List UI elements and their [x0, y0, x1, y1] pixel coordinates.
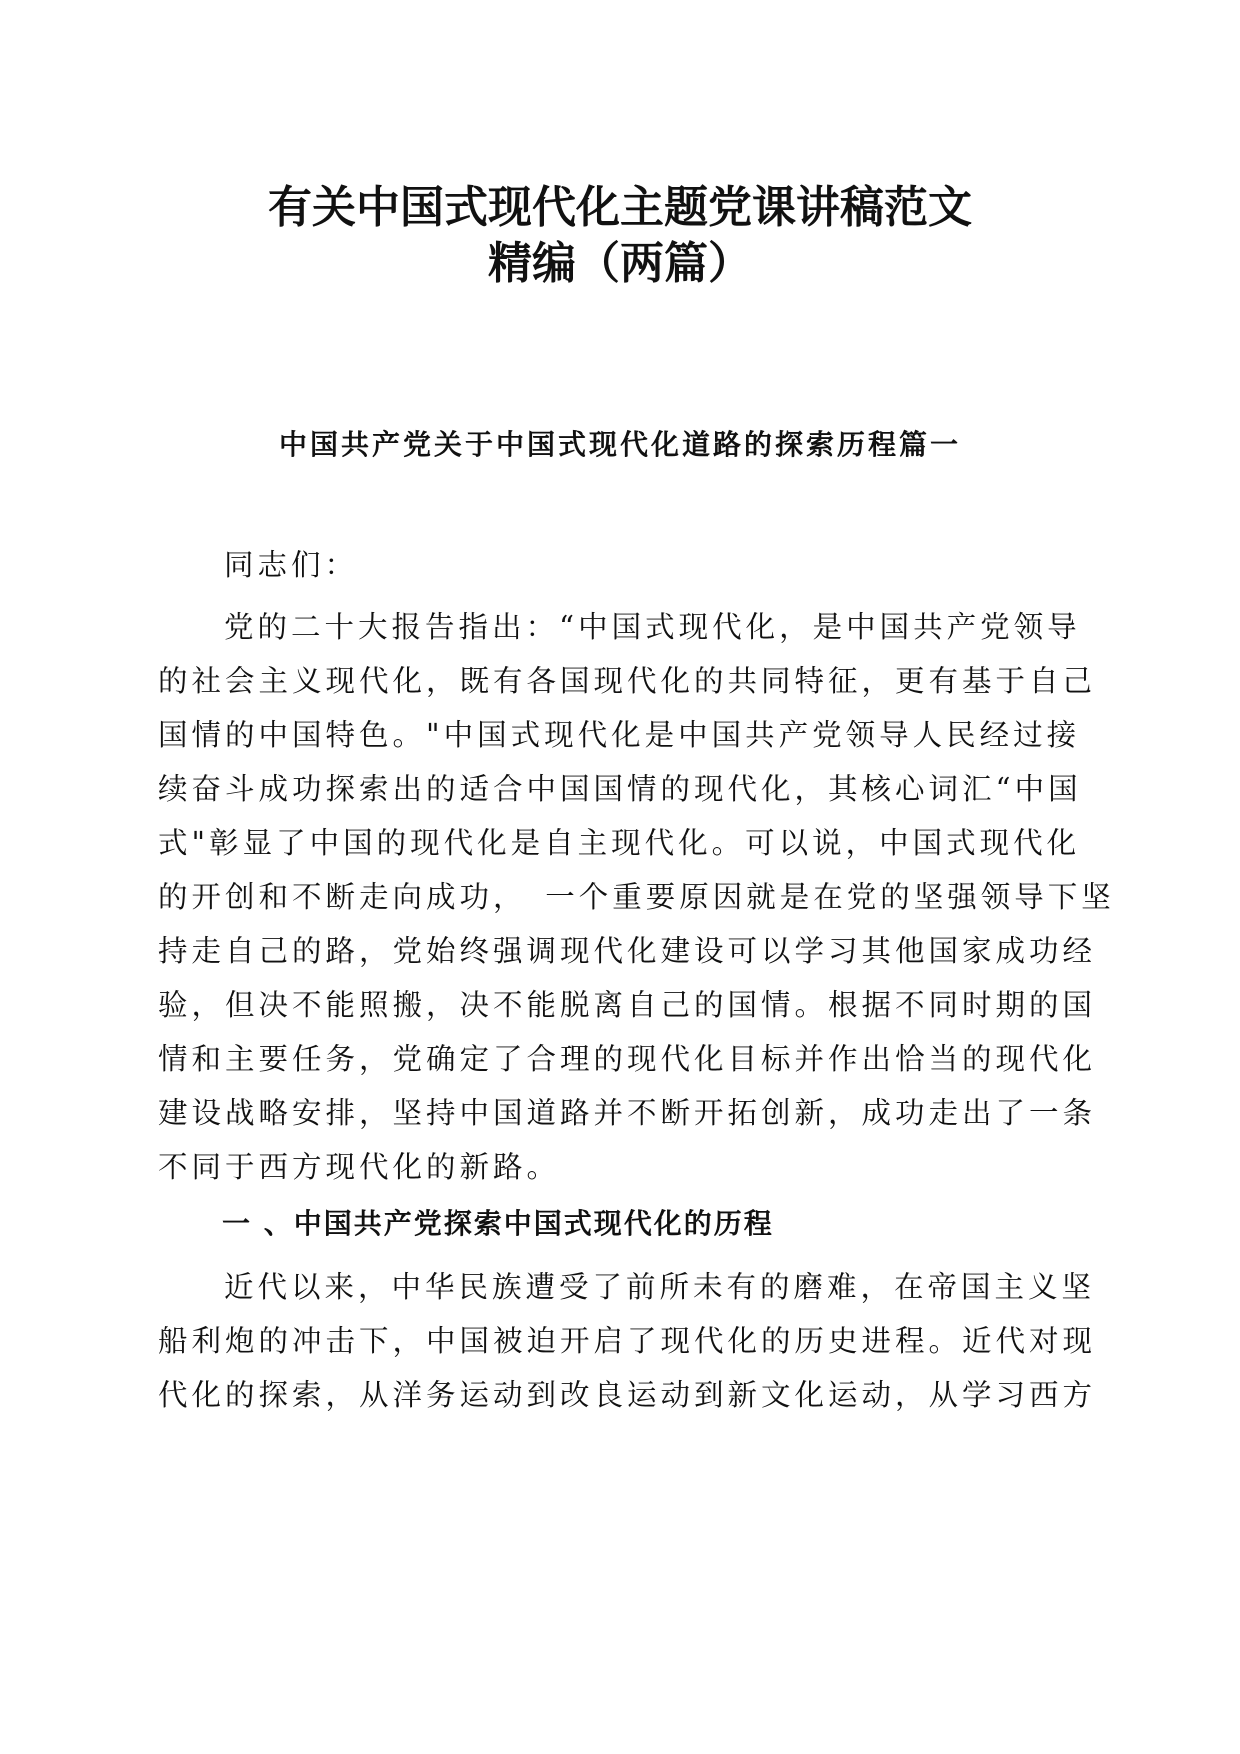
title-line-1: 有关中国式现代化主题党课讲稿范文 — [268, 182, 972, 233]
document-title — [0, 180, 1240, 292]
paragraph-1-line: 国情的中国特色。"中国式现代化是中国共产党领导人民经过接 — [158, 718, 1081, 752]
paragraph-2-line: 近代以来，中华民族遭受了前所未有的磨难，在帝国主义坚 — [224, 1270, 1096, 1304]
paragraph-1-line: 党的二十大报告指出：“中国式现代化，是中国共产党领导 — [224, 610, 1081, 644]
paragraph-1-line: 续奋斗成功探索出的适合中国国情的现代化，其核心词汇“中国 — [158, 772, 1082, 806]
paragraph-1-line: 式"彰显了中国的现代化是自主现代化。可以说，中国式现代化 — [158, 826, 1081, 860]
section-heading-1: 一 、中国共产党探索中国式现代化的历程 — [222, 1207, 774, 1240]
paragraph-2-line: 船利炮的冲击下，中国被迫开启了现代化的历史进程。近代对现 — [158, 1324, 1097, 1358]
paragraph-1-line: 建设战略安排，坚持中国道路并不断开拓创新，成功走出了一条 — [158, 1096, 1097, 1130]
title-line-2: 精编（两篇） — [488, 238, 752, 289]
paragraph-1-line: 的社会主义现代化，既有各国现代化的共同特征，更有基于自己 — [158, 664, 1097, 698]
paragraph-2 — [158, 1260, 1097, 1422]
paragraph-1-line: 的开创和不断走向成功， 一个重要原因就是在党的坚强领导下坚 — [158, 880, 1115, 914]
greeting: 同志们： — [224, 548, 359, 582]
paragraph-1-line: 持走自己的路，党始终强调现代化建设可以学习其他国家成功经 — [158, 934, 1097, 968]
paragraph-1 — [158, 600, 1115, 1194]
paragraph-2-line: 代化的探索，从洋务运动到改良运动到新文化运动，从学习西方 — [158, 1378, 1097, 1412]
paragraph-1-line: 情和主要任务，党确定了合理的现代化目标并作出恰当的现代化 — [158, 1042, 1097, 1076]
paragraph-1-line: 不同于西方现代化的新路。 — [158, 1150, 561, 1184]
document-subtitle: 中国共产党关于中国式现代化道路的探索历程篇一 — [278, 428, 961, 461]
paragraph-1-line: 验，但决不能照搬，决不能脱离自己的国情。根据不同时期的国 — [158, 988, 1097, 1022]
